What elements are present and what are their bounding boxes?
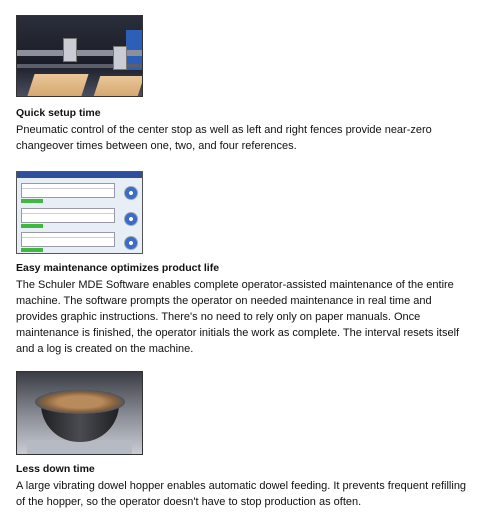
section-body: A large vibrating dowel hopper enables automatic dowel feeding. It prevents frequent refilling of the hopper, so the operator doesn't have to stop production as often. <box>16 480 467 508</box>
gear-icon <box>124 212 138 226</box>
section-heading: Less down time <box>16 463 95 475</box>
maintenance-table <box>21 232 115 247</box>
software-screenshot <box>16 171 143 254</box>
section-less-down-time <box>16 463 475 510</box>
section-heading: Easy maintenance optimizes product life <box>16 262 220 274</box>
gear-icon <box>124 236 138 250</box>
section-easy-maintenance <box>16 262 475 357</box>
machine-head-right <box>113 46 127 70</box>
gear-icon <box>124 186 138 200</box>
window-titlebar <box>17 172 142 178</box>
maintenance-table <box>21 183 115 198</box>
ok-indicator <box>21 199 43 203</box>
workpiece-right <box>94 76 143 96</box>
section-heading: Quick setup time <box>16 107 101 119</box>
machine-head-left <box>63 38 77 62</box>
section-body: The Schuler MDE Software enables complete operator-assisted maintenance of the entire machine. The software prompts the operator on needed maintenance in real time and provides graphic instructions. There's no need to rely only on paper manuals. Once maintenance is finished, the operator initials the work as complete. The interval resets itself and a log is created on the machine. <box>16 279 460 355</box>
machine-fences-photo <box>16 15 143 97</box>
section-body: Pneumatic control of the center stop as well as left and right fences provide near-zero changeover times between one, two, and four references. <box>16 124 432 152</box>
ok-indicator <box>21 248 43 252</box>
dowel-hopper-photo <box>16 371 143 455</box>
hopper-dowels <box>35 390 125 414</box>
workpiece-left <box>27 74 88 96</box>
maintenance-table <box>21 208 115 223</box>
hopper-base <box>27 440 132 454</box>
section-quick-setup <box>16 107 475 154</box>
ok-indicator <box>21 224 43 228</box>
